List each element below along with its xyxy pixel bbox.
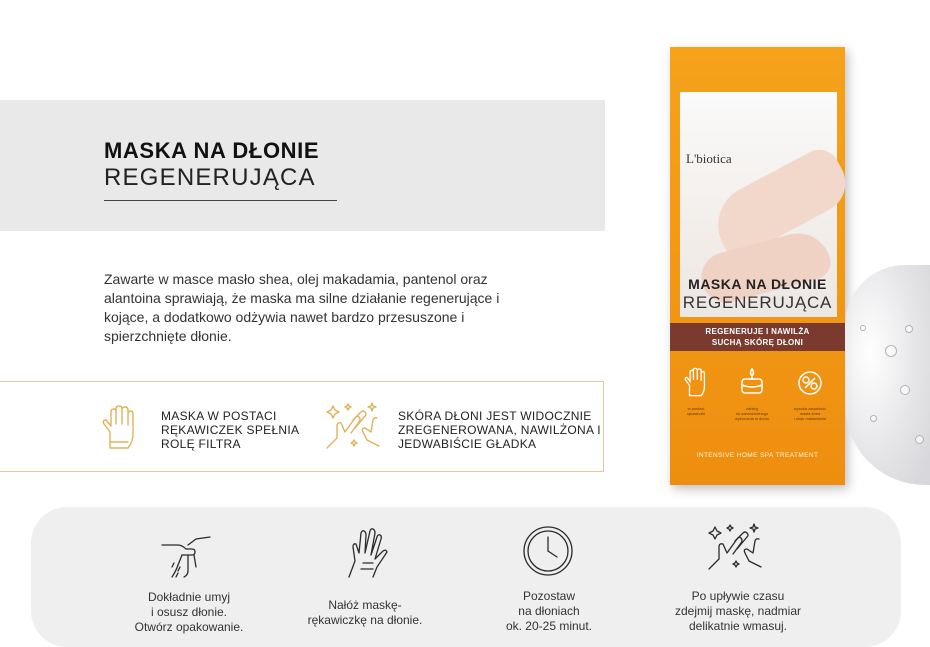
package-icon-label: w postaci rękawiczki: [686, 406, 706, 416]
step-text-wash: Dokładnie umyj i osusz dłonie. Otwórz opakowanie.: [134, 590, 244, 634]
package-title-light: REGENERUJĄCA: [682, 293, 833, 312]
clock-icon: [521, 524, 575, 578]
package-footer: INTENSIVE HOME SPA TREATMENT: [696, 452, 819, 459]
heading-light: REGENERUJĄCA: [104, 164, 316, 191]
package-icon-label: zabieg do samodzielnego wykonania w domu: [734, 406, 770, 421]
step-text-remove: Po upływie czasu zdejmij maskę, nadmiar delikatnie wmasuj.: [674, 589, 802, 633]
heading-bold: MASKA NA DŁONIE: [104, 138, 320, 163]
glove-icon: [683, 367, 709, 397]
glove-on-hand-icon: [343, 527, 389, 579]
sparkling-hands-icon: [323, 402, 383, 454]
package-claim-banner: REGENERUJE I NAWILŻA SUCHĄ SKÓRĘ DŁONI: [670, 323, 845, 351]
gel-swatch: [845, 265, 930, 485]
glove-icon: [100, 404, 140, 450]
step-text-apply: Nałóż maskę- rękawiczkę na dłonie.: [307, 598, 423, 627]
candle-spa-icon: [738, 367, 766, 397]
feature-text-result: SKÓRA DŁONI JEST WIDOCZNIE ZREGENEROWANA, NAWILŻONA I JEDWABIŚCIE GŁADKA: [398, 409, 601, 451]
washing-hands-icon: [158, 527, 214, 579]
package-title-bold: MASKA NA DŁONIE: [688, 276, 827, 292]
product-description: Zawarte w masce masło shea, olej makadamia, pantenol oraz alantoina sprawiają, że maska ma silne działanie regenerujące i kojące, a dodatkowo odżywia nawet bardzo przesuszone i spierzchnięte dłonie.: [104, 271, 500, 344]
step-text-wait: Pozostaw na dłoniach ok. 20-25 minut.: [505, 589, 593, 633]
sparkling-hands-icon: [705, 523, 765, 575]
feature-text-gloves: MASKA W POSTACI RĘKAWICZEK SPEŁNIA ROLĘ FILTRA: [161, 409, 299, 451]
nut-leaf-icon: [796, 369, 824, 397]
heading-underline: [104, 200, 337, 201]
brand-logo: L'biotica: [686, 151, 732, 166]
package-icon-label: wysoka zawartość masła shea i oleju makadamia: [793, 406, 827, 421]
product-package: [670, 47, 845, 485]
